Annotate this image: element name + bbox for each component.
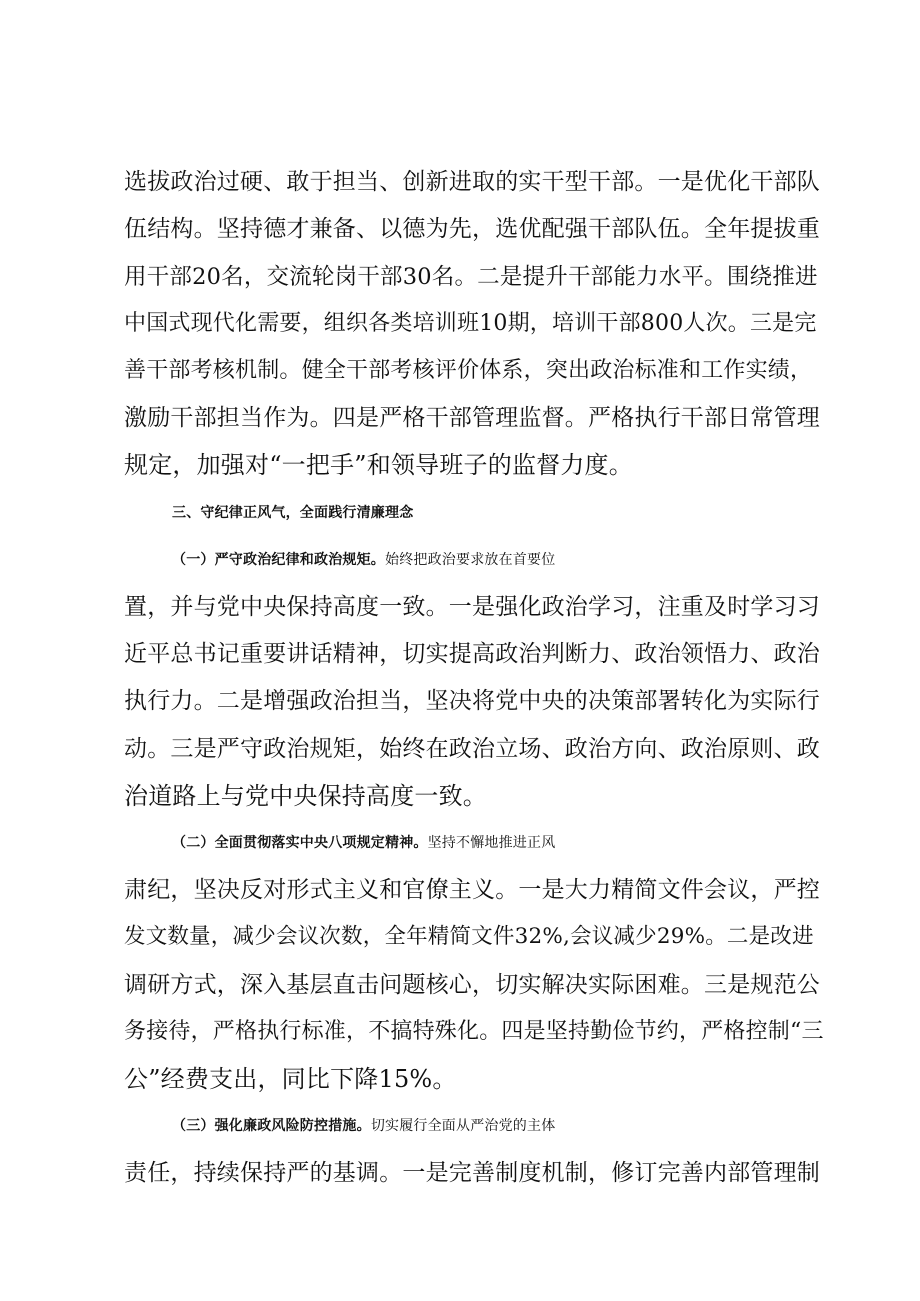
section-heading: 三、守纪律正风气，全面践行清廉理念 [172, 505, 414, 521]
paragraph-line: 调研方式，深入基层直击问题核心，切实解决实际困难。三是规范公 [124, 972, 820, 998]
subsection-first-line [172, 823, 872, 863]
subsection-first-line [172, 540, 872, 580]
subsection-title: （二）全面贯彻落实中央八项规定精神。 [172, 835, 428, 851]
subsection-text: 切实履行全面从严治党的主体 [370, 1118, 556, 1134]
paragraph-line: 肃纪，坚决反对形式主义和官僚主义。一是大力精简文件会议，严控 [124, 877, 820, 903]
paragraph-line: 选拔政治过硬、敢于担当、创新进取的实干型干部。一是优化干部队 [124, 169, 820, 195]
paragraph-line: 置，并与党中央保持高度一致。一是强化政治学习，注重及时学习习 [124, 594, 820, 620]
subsection-first-line [172, 1106, 872, 1146]
subsection-title: （三）强化廉政风险防控措施。 [172, 1118, 371, 1134]
paragraph-line: 激励干部担当作为。四是严格干部管理监督。严格执行干部日常管理 [124, 405, 820, 431]
paragraph-line: 治道路上与党中央保持高度一致。 [124, 782, 487, 810]
paragraph-line: 规定，加强对“一把手”和领导班子的监督力度。 [124, 451, 633, 479]
paragraph-line: 中国式现代化需要，组织各类培训班10期，培训干部800人次。三是完 [124, 311, 817, 336]
paragraph-line: 用干部20名，交流轮岗干部30名。二是提升干部能力水平。围绕推进 [124, 264, 818, 290]
paragraph-line: 公”经费支出，同比下降15%。 [124, 1065, 457, 1093]
paragraph-line: 发文数量，减少会议次数，全年精简文件32%,会议减少29%。二是改进 [124, 924, 814, 949]
paragraph-line: 伍结构。坚持德才兼备、以德为先，选优配强干部队伍。全年提拔重 [124, 216, 820, 242]
paragraph-line: 近平总书记重要讲话精神，切实提高政治判断力、政治领悟力、政治 [124, 641, 820, 667]
paragraph-line: 务接待，严格执行标准，不搞特殊化。四是坚持勤俭节约，严格控制“三 [124, 1019, 824, 1044]
subsection-title: （一）严守政治纪律和政治规矩。 [172, 552, 385, 568]
subsection-text: 坚持不懈地推进正风 [427, 835, 556, 851]
paragraph-line: 动。三是严守政治规矩，始终在政治立场、政治方向、政治原则、政 [124, 736, 820, 762]
paragraph-line: 执行力。二是增强政治担当，坚决将党中央的决策部署转化为实际行 [124, 688, 820, 714]
paragraph-line: 善干部考核机制。健全干部考核评价体系，突出政治标准和工作实绩， [124, 358, 813, 383]
paragraph-line: 责任，持续保持严的基调。一是完善制度机制，修订完善内部管理制 [124, 1160, 820, 1186]
subsection-text: 始终把政治要求放在首要位 [385, 552, 556, 568]
